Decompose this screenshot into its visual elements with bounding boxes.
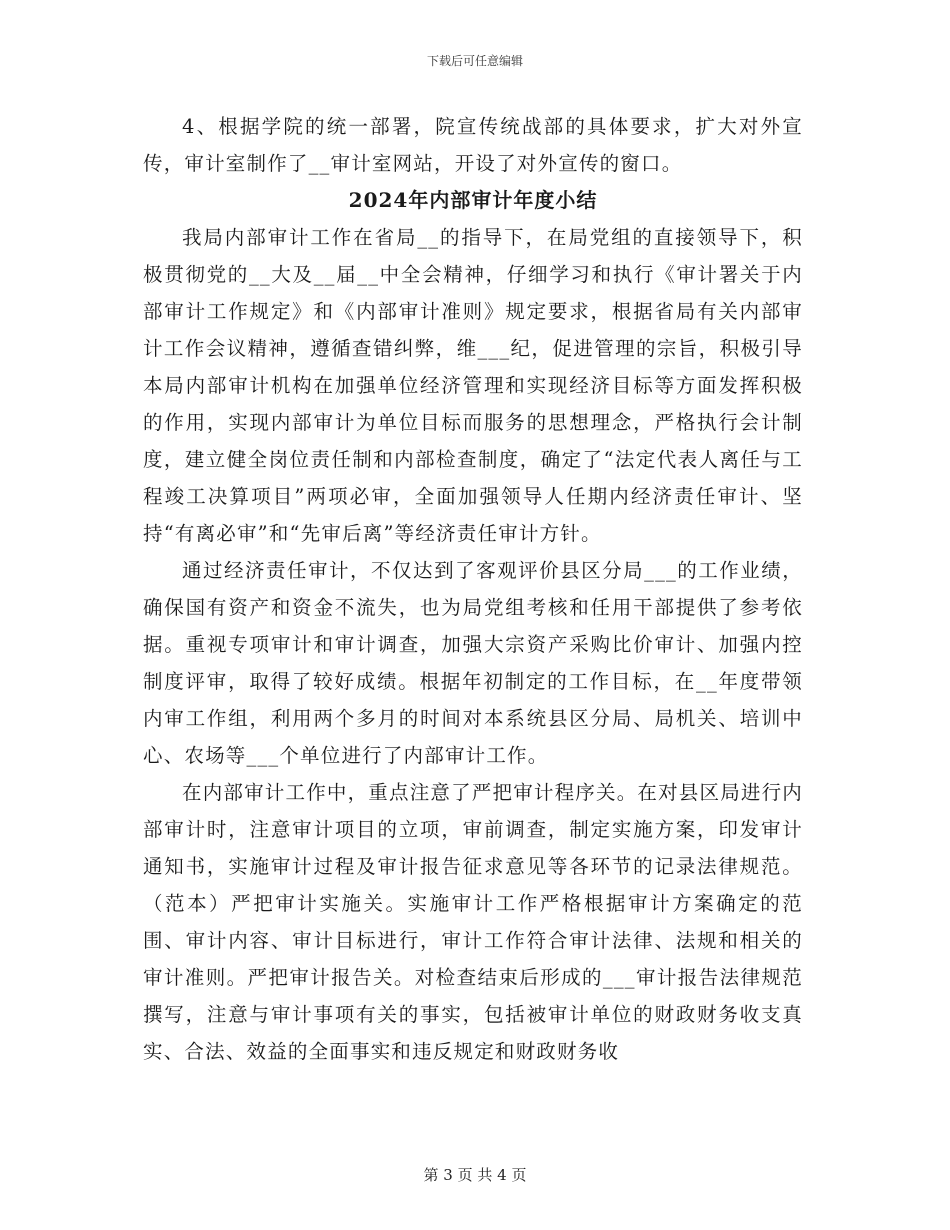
body-paragraph: 通过经济责任审计，不仅达到了客观评价县区分局___的工作业绩，确保国有资产和资金不流失，也为局党组考核和任用干部提供了参考依据。重视专项审计和审计调查，加强大宗资产采购比价审计、加强内控制度评审，取得了较好成绩。根据年初制定的工作目标，在__年度带领内审工作组，利用两个多月的时间对本系统县区分局、局机关、培训中心、农场等___个单位进行了内部审计工作。	[143, 559, 803, 767]
page-number: 第 3 页 共 4 页	[423, 1166, 527, 1184]
body-paragraph: 我局内部审计工作在省局__的指导下，在局党组的直接领导下，积极贯彻党的__大及__届__中全会精神，仔细学习和执行《审计署关于内部审计工作规定》和《内部审计准则》规定要求，根据省局有关内部审计工作会议精神，遵循查错纠弊，维___纪，促进管理的宗旨，积极引导本局内部审计机构在加强单位经济管理和实现经济目标等方面发挥积极的作用，实现内部审计为单位目标而服务的思想理念，严格执行会计制度，建立健全岗位责任制和内部检查制度，确定了“法定代表人离任与工程竣工决算项目”两项必审，全面加强领导人任期内经济责任审计、坚持“有离必审”和“先审后离”等经济责任审计方针。	[143, 226, 803, 545]
document-body	[143, 108, 803, 1070]
body-paragraph: 在内部审计工作中，重点注意了严把审计程序关。在对县区局进行内部审计时，注意审计项目的立项，审前调查，制定实施方案，印发审计通知书，实施审计过程及审计报告征求意见等各环节的记录法律规范。（范本）严把审计实施关。实施审计工作严格根据审计方案确定的范围、审计内容、审计目标进行，审计工作符合审计法律、法规和相关的审计准则。严把审计报告关。对检查结束后形成的___审计报告法律规范撰写，注意与审计事项有关的事实，包括被审计单位的财政财务收支真实、合法、效益的全面事实和违反规定和财政财务收	[143, 781, 804, 1063]
intro-paragraph: 4、根据学院的统一部署，院宣传统战部的具体要求，扩大对外宣传，审计室制作了__审计室网站，开设了对外宣传的窗口。	[143, 115, 803, 175]
header-note: 下载后可任意编辑	[426, 54, 523, 68]
document-title: 2024年内部审计年度小结	[348, 188, 598, 212]
